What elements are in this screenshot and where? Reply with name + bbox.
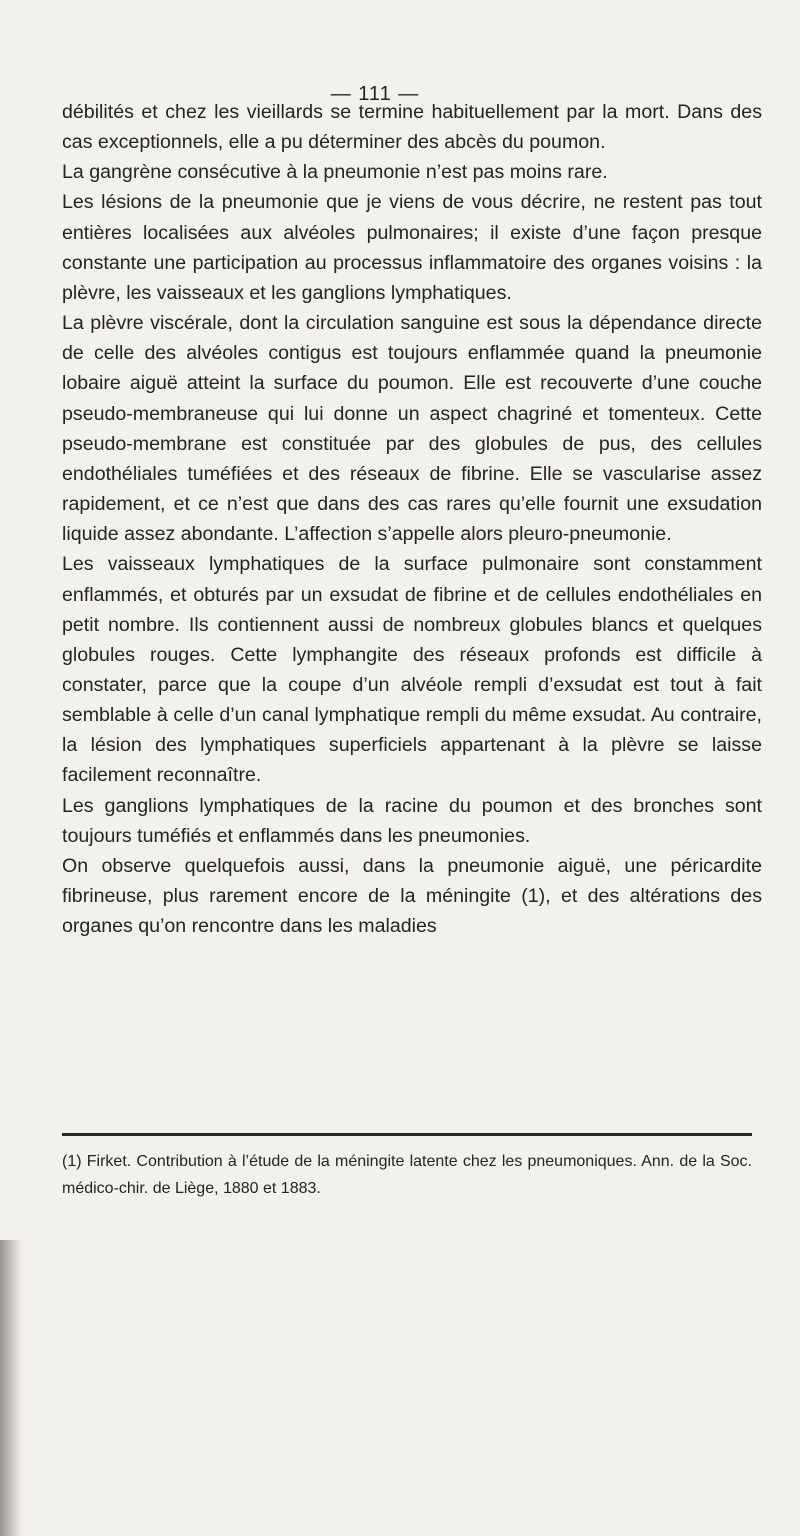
paragraph: Les ganglions lymphatiques de la racine du poumon et des bronches sont toujours tuméfiés et enflammés dans les pneumonies. bbox=[62, 794, 762, 847]
page-number: — 111 — bbox=[330, 83, 420, 105]
body-text bbox=[62, 97, 762, 941]
page-edge-shadow bbox=[0, 1240, 22, 1536]
paragraph: La gangrène consécutive à la pneumonie n’est pas moins rare. bbox=[62, 161, 608, 184]
paragraph: On observe quelquefois aussi, dans la pneumonie aiguë, une péricardite fibrineuse, plus rarement encore de la méningite (1), et des altérations des organes qu’on rencontre dans les maladies bbox=[62, 854, 762, 938]
paragraph: débilités et chez les vieillards se termine habituellement par la mort. Dans des cas exceptionnels, elle a pu déterminer des abcès du poumon. bbox=[62, 101, 762, 154]
paragraph: Les vaisseaux lymphatiques de la surface pulmonaire sont constamment enflammés, et obturés par un exsudat de fibrine et de cellules endothéliales en petit nombre. Ils contiennent aussi de nombreux globules blancs et quelques globules rouges. Cette lymphangite des réseaux profonds est difficile à constater, parce que la coupe d’un alvéole rempli d’exsudat est tout à fait semblable à celle d’un canal lymphatique rempli du même exsudat. Au contraire, la lésion des lymphatiques superficiels appartenant à la plèvre se laisse facilement reconnaître. bbox=[62, 553, 762, 787]
paragraph: Les lésions de la pneumonie que je viens de vous décrire, ne restent pas tout entières localisées aux alvéoles pulmonaires; il existe d’une façon presque constante une participation au processus inflammatoire des organes voisins : la plèvre, les vaisseaux et les ganglions lymphatiques. bbox=[62, 191, 762, 304]
footnote-separator bbox=[62, 1133, 752, 1136]
footnote: (1) Firket. Contribution à l’étude de la méningite latente chez les pneumoniques. Ann. de la Soc. médico-chir. de Liège, 1880 et 1883. bbox=[62, 1153, 752, 1197]
paragraph: La plèvre viscérale, dont la circulation sanguine est sous la dépendance directe de celle des alvéoles contigus est toujours enflammée quand la pneumonie lobaire aiguë atteint la surface du poumon. Elle est recouverte d’une couche pseudo-membraneuse qui lui donne un aspect chagriné et tomenteux. Cette pseudo-membrane est constituée par des globules de pus, des cellules endothéliales tuméfiées et des réseaux de fibrine. Elle se vascularise assez rapidement, et ce n’est que dans des cas rares qu’elle fournit une exsudation liquide assez abondante. L’affection s’appelle alors pleuro-pneumonie. bbox=[62, 312, 762, 546]
